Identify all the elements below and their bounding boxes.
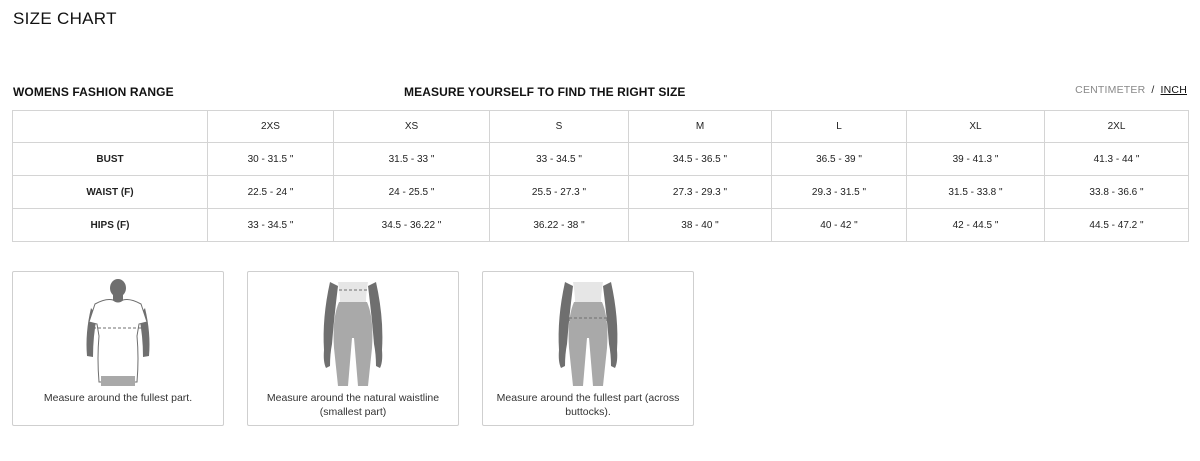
- bust-measure-icon: [73, 278, 163, 386]
- size-header: 2XS: [208, 111, 334, 143]
- row-label: BUST: [13, 143, 208, 176]
- size-header: S: [490, 111, 629, 143]
- table-cell: 33 - 34.5 ": [490, 143, 629, 176]
- table-cell: 27.3 - 29.3 ": [629, 176, 772, 209]
- table-cell: 34.5 - 36.22 ": [334, 209, 490, 242]
- table-cell: 29.3 - 31.5 ": [772, 176, 907, 209]
- table-cell: 36.22 - 38 ": [490, 209, 629, 242]
- table-row-hips: [13, 209, 1189, 242]
- measure-title: MEASURE YOURSELF TO FIND THE RIGHT SIZE: [404, 85, 686, 99]
- size-header: 2XL: [1045, 111, 1189, 143]
- hips-measure-icon: [543, 278, 633, 386]
- guide-caption: Measure around the fullest part.: [43, 392, 193, 404]
- table-cell: 34.5 - 36.5 ": [629, 143, 772, 176]
- table-row-bust: [13, 143, 1189, 176]
- table-cell: 42 - 44.5 ": [907, 209, 1045, 242]
- table-cell: 33.8 - 36.6 ": [1045, 176, 1189, 209]
- table-cell: 31.5 - 33 ": [334, 143, 490, 176]
- size-table: [12, 110, 1189, 242]
- table-cell: 24 - 25.5 ": [334, 176, 490, 209]
- page-title: SIZE CHART: [13, 9, 117, 28]
- size-header: XS: [334, 111, 490, 143]
- size-header: L: [772, 111, 907, 143]
- table-cell: 41.3 - 44 ": [1045, 143, 1189, 176]
- corner-cell: [13, 111, 208, 143]
- guide-caption: Measure around the natural waistline (smallest part): [266, 392, 440, 418]
- size-header: XL: [907, 111, 1045, 143]
- unit-separator: /: [1151, 84, 1155, 96]
- table-cell: 22.5 - 24 ": [208, 176, 334, 209]
- size-header: M: [629, 111, 772, 143]
- table-cell: 36.5 - 39 ": [772, 143, 907, 176]
- range-title: WOMENS FASHION RANGE: [13, 85, 174, 99]
- table-cell: 44.5 - 47.2 ": [1045, 209, 1189, 242]
- table-cell: 25.5 - 27.3 ": [490, 176, 629, 209]
- guide-caption: Measure around the fullest part (across buttocks).: [496, 392, 680, 418]
- guide-card-waist: [247, 271, 459, 426]
- unit-inch-link[interactable]: INCH: [1160, 84, 1187, 96]
- waist-measure-icon: [308, 278, 398, 386]
- guide-card-hips: [482, 271, 694, 426]
- table-cell: 39 - 41.3 ": [907, 143, 1045, 176]
- table-row-waist: [13, 176, 1189, 209]
- table-cell: 33 - 34.5 ": [208, 209, 334, 242]
- row-label: WAIST (F): [13, 176, 208, 209]
- unit-toggle: [1075, 84, 1187, 96]
- row-label: HIPS (F): [13, 209, 208, 242]
- table-cell: 40 - 42 ": [772, 209, 907, 242]
- size-header-row: [13, 111, 1189, 143]
- table-cell: 38 - 40 ": [629, 209, 772, 242]
- guide-card-bust: [12, 271, 224, 426]
- table-cell: 30 - 31.5 ": [208, 143, 334, 176]
- table-cell: 31.5 - 33.8 ": [907, 176, 1045, 209]
- unit-centimeter-link[interactable]: CENTIMETER: [1075, 84, 1146, 96]
